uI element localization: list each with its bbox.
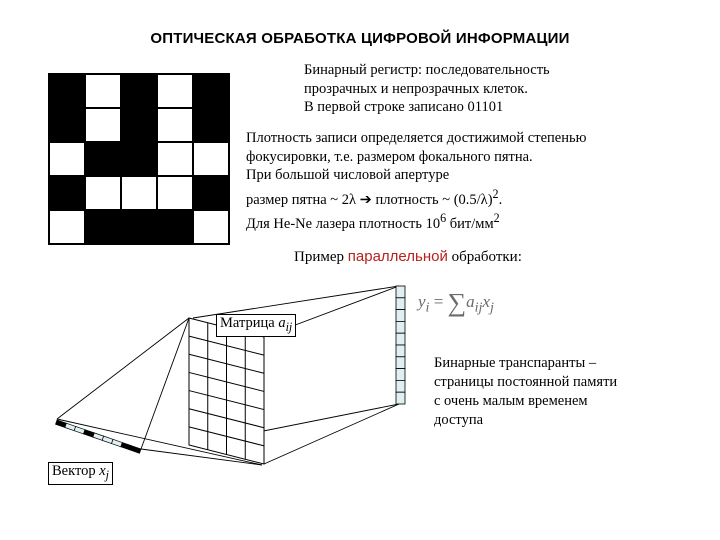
density-line: фокусировки, т.е. размером фокального пятна. [246, 148, 533, 165]
output-cell [396, 369, 405, 381]
transparencies-description [434, 354, 617, 430]
output-cell [396, 310, 405, 322]
register-description-line: прозрачных и непрозрачных клеток. [304, 80, 528, 97]
output-cell [396, 286, 405, 298]
laser-density-text: Для He-Ne лазера плотность 10 [246, 215, 441, 232]
example-prefix: Пример [294, 249, 348, 265]
formula-x-sub: j [490, 299, 494, 316]
output-formula [418, 288, 494, 318]
sum-icon: ∑ [447, 288, 467, 317]
vector-cell [93, 433, 104, 440]
formula-x: x [482, 292, 491, 311]
transparencies-line: доступа [434, 412, 484, 428]
period: . [498, 191, 503, 208]
vector-cell [121, 443, 132, 450]
example-highlight-word: параллельной [347, 248, 448, 265]
output-cell [396, 357, 405, 369]
formula-a-sub: ij [474, 299, 483, 316]
projection-line [141, 318, 189, 449]
output-cell [396, 321, 405, 333]
matrix-subscript: ij [285, 319, 293, 334]
vector-cell [102, 436, 113, 443]
output-cell [396, 298, 405, 310]
transparencies-line: с очень малым временем [434, 393, 588, 409]
formula-lhs-sub: i [425, 299, 430, 316]
vector-subscript: j [105, 467, 110, 482]
projection-line [57, 318, 189, 419]
vector-label [48, 462, 113, 485]
formula-eq: = [429, 292, 448, 311]
matrix-var: a [278, 315, 286, 331]
formula-lhs: y [418, 292, 426, 311]
exponent: 2 [492, 186, 499, 201]
projection-line [264, 404, 399, 464]
vector-label-text: Вектор [52, 463, 100, 479]
arrow-icon: ➔ [359, 191, 372, 208]
density-line: При большой числовой апертуре [246, 167, 450, 183]
vector-cell [112, 439, 123, 446]
transparencies-line: Бинарные транспаранты – [434, 355, 597, 371]
formula-a: a [466, 292, 475, 311]
output-cell [396, 392, 405, 404]
output-detector-strip [396, 286, 405, 404]
slide-title: ОПТИЧЕСКАЯ ОБРАБОТКА ЦИФРОВОЙ ИНФОРМАЦИИ [150, 30, 570, 47]
exponent: 2 [493, 210, 500, 225]
exponent: 6 [440, 210, 447, 225]
vector-cell [65, 423, 76, 430]
vector-cell [74, 426, 85, 433]
density-line: Плотность записи определяется достижимой степенью [246, 130, 587, 146]
vector-cell [130, 446, 141, 453]
output-cell [396, 380, 405, 392]
density-formula-text: плотность ~ (0.5/λ) [371, 191, 493, 208]
register-description-line: В первой строке записано 01101 [304, 99, 504, 115]
transparencies-line: страницы постоянной памяти [434, 374, 618, 390]
spot-size-text: размер пятна ~ 2λ [246, 191, 360, 208]
matrix-label [216, 314, 296, 337]
matrix-label-text: Матрица [220, 315, 279, 331]
input-vector-strip [56, 420, 141, 453]
vector-var: x [99, 463, 106, 479]
output-cell [396, 345, 405, 357]
vector-cell [84, 430, 95, 437]
output-cell [396, 333, 405, 345]
register-description-line: Бинарный регистр: последовательность [304, 62, 550, 78]
unit-text: бит/мм [446, 215, 494, 232]
example-suffix: обработки: [447, 249, 522, 265]
transparency-matrix [189, 318, 264, 464]
